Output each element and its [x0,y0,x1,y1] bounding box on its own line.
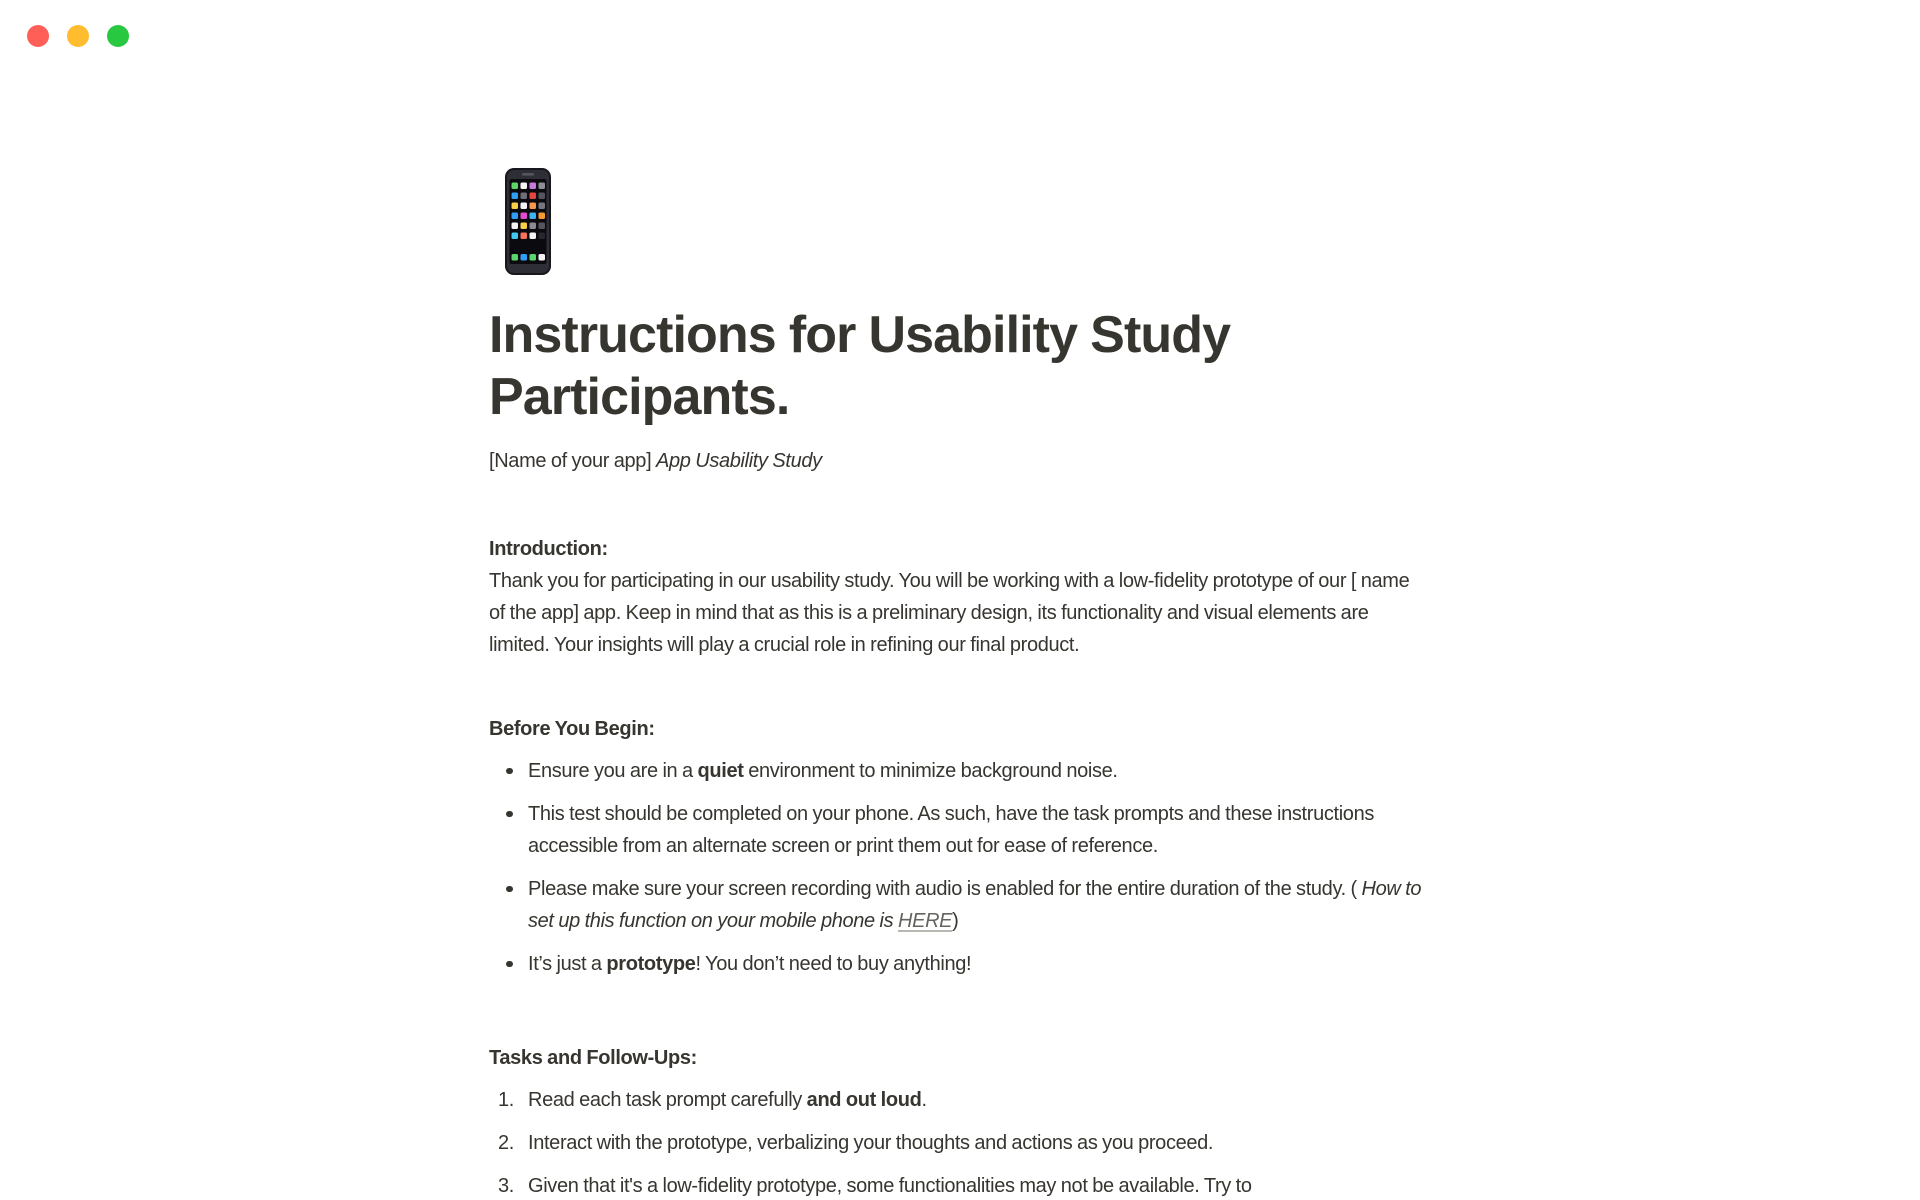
page-content [489,0,1429,1200]
minimize-button[interactable] [67,25,89,47]
list-item [489,1084,1429,1116]
tasks-list [489,1084,1429,1200]
close-button[interactable] [27,25,49,47]
bullet-icon [506,961,513,968]
mobile-phone-emoji[interactable] [489,166,567,278]
list-item-text: Read each task prompt carefully and out loud. [528,1089,927,1111]
section-heading-tasks: Tasks and Follow-Ups: [489,1047,697,1069]
list-item [489,1127,1429,1159]
bullet-icon [506,886,513,893]
section-heading-introduction: Introduction: [489,538,608,560]
title-line-1: Instructions for Usability Study [489,306,1231,364]
list-item [489,948,1429,980]
zoom-button[interactable] [107,25,129,47]
list-item [489,873,1429,937]
list-item-text: It’s just a prototype! You don’t need to buy anything! [528,953,972,975]
list-item-text: Interact with the prototype, verbalizing your thoughts and actions as you proceed. [528,1132,1214,1154]
window-controls [27,25,129,47]
here-link[interactable]: HERE [898,910,953,932]
mobile-phone-emoji-svg [489,166,567,278]
bullet-icon [506,811,513,818]
list-item-text: Please make sure your screen recording with audio is enabled for the entire duration of the study. ( How to set up this function on your mobile phone is HERE) [528,878,1422,932]
subtitle-text: [Name of your app] [489,450,656,472]
title-line-2: Participants. [489,368,790,426]
page-subtitle [489,445,1429,477]
number-marker: 3. [498,1175,514,1197]
page-title [489,304,1429,428]
section-heading-before-you-begin: Before You Begin: [489,718,655,740]
before-you-begin-list [489,755,1429,980]
introduction-paragraph: Thank you for participating in our usability study. You will be working with a low-fidelity prototype of our [ name of the app] app. Keep in mind that as this is a preliminary design, its functionality and visual elements are limited. Your insights will play a crucial role in refining our final product. [489,570,1410,656]
list-item-text: This test should be completed on your phone. As such, have the task prompts and these instructions accessible from an alternate screen or print them out for ease of reference. [528,803,1374,857]
list-item [489,798,1429,862]
subtitle-italic-text: App Usability Study [656,450,822,472]
number-marker: 1. [498,1089,514,1111]
list-item-text: Given that it's a low-fidelity prototype, some functionalities may not be available. Try to [528,1175,1252,1197]
list-item [489,755,1429,787]
list-item [489,1170,1429,1200]
list-item-text: Ensure you are in a quiet environment to minimize background noise. [528,760,1118,782]
bullet-icon [506,768,513,775]
number-marker: 2. [498,1132,514,1154]
